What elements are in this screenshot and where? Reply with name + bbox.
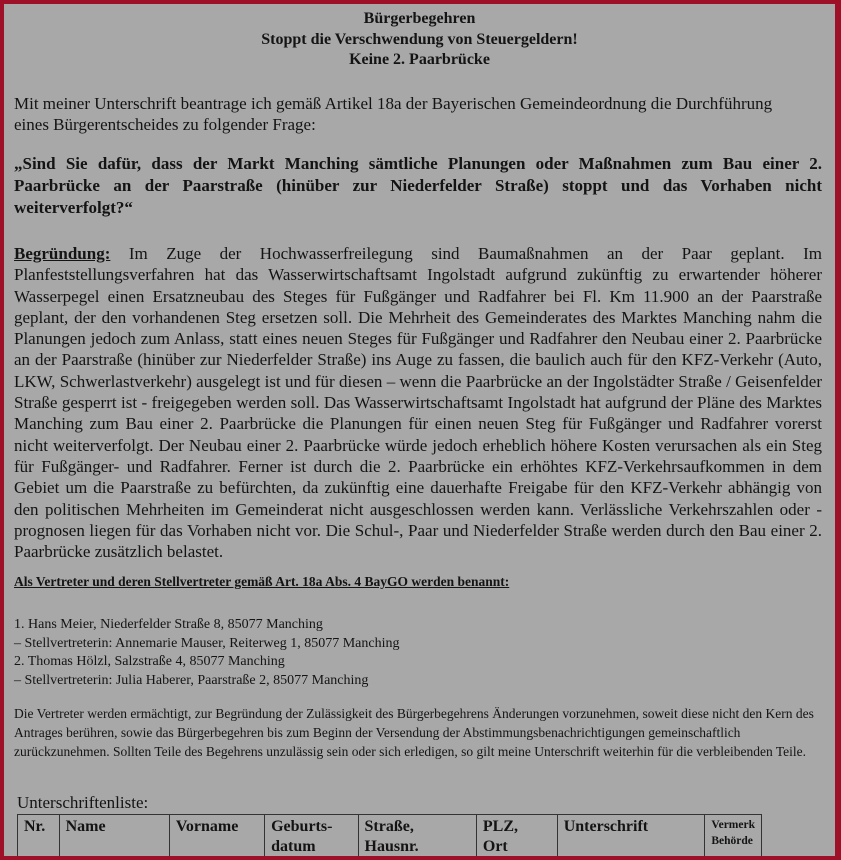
col-vermerk-behoerde: Vermerk Behörde xyxy=(705,815,762,857)
document-subtitle: Stoppt die Verschwendung von Steuergeldern! xyxy=(261,31,578,48)
representatives-heading: Als Vertreter und deren Stellvertreter gemäß Art. 18a Abs. 4 BayGO werden benannt: xyxy=(14,574,510,589)
representative-line: 1. Hans Meier, Niederfelder Straße 8, 85077 Manching xyxy=(14,617,323,632)
justification-text: Im Zuge der Hochwasserfreilegung sind Baumaßnahmen an der Paar geplant. Im Planfeststellungsverfahren hat das Wasserwirtschaftsamt Ingolstadt aufgrund zukünftig zu erwartender höherer Wasserpegel einen Ersatzneubau des Steges für Fußgänger und Radfahrer bei Fl. Km 11.900 an der Paarstraße geplant, der den vorhandenen Steg ersetzen soll. Die Mehrheit des Gemeinderates des Marktes Manching nahm die Planungen jedoch zum Anlass, statt eines neuen Steges für Fußgänger und Radfahrer den Neubau einer 2. Paarbrücke an der Paarstraße (hinüber zur Niederfelder Straße) ins Auge zu fassen, die baulich auch für den KFZ-Verkehr (Auto, LKW, Schwerlastverkehr) ausgelegt ist und für diesen – wenn die Paarbrücke an der Ingolstädter Straße / Geisenfelder Straße gesperrt ist - freigegeben werden soll. Das Wasserwirtschaftsamt Ingolstadt hat aufgrund der Pläne des Marktes Manching zum Bau einer 2. Paarbrücke die Planungen für einen neuen Steg für Fußgänger und Radfahrer vorerst nicht weiterverfolgt. Der Neubau einer 2. Paarbrücke würde jedoch erheblich höhere Kosten verursachen als ein Steg für Fußgänger- und Radfahrer. Ferner ist durch die 2. Paarbrücke ein erhöhtes KFZ-Verkehrsaufkommen in dem Gebiet um die Paarstraße zu befürchten, da zukünftig eine dauerhafte Freigabe für den KFZ-Verkehr abhängig von den politischen Mehrheiten im Gemeinderat nicht ausgeschlossen werden kann. Verlässliche Verkehrszahlen oder -prognosen liegen für das Vorhaben nicht vor. Die Schul-, Paar und Niederfelder Straße werden durch den Bau einer 2. Paarbrücke zusätzlich belastet. xyxy=(14,244,823,562)
document-page xyxy=(4,4,835,856)
document-title: Bürgerbegehren xyxy=(363,10,476,27)
intro-paragraph: Mit meiner Unterschrift beantrage ich gemäß Artikel 18a der Bayerischen Gemeindeordnung die Durchführung eines Bürgerentscheides zu folgender Frage: xyxy=(14,94,773,134)
signature-table-header xyxy=(18,815,762,857)
document-subtitle-2: Keine 2. Paarbrücke xyxy=(349,51,490,68)
authorization-note: Die Vertreter werden ermächtigt, zur Begründung der Zulässigkeit des Bürgerbegehrens Änderungen vorzunehmen, soweit diese nicht den Kern des Antrages berühren, sowie das Bürgerbegehren bis zum Beginn der Versendung der Abstimmungsbenachrichtigungen gemeinschaftlich zurückzunehmen. Sollten Teile des Begehrens unzulässig sein oder sich erledigen, so gilt meine Unterschrift weiterhin für die verbleibenden Teile. xyxy=(14,706,814,759)
col-strasse: Straße, Hausnr. xyxy=(358,815,476,857)
col-vorname: Vorname xyxy=(169,815,264,857)
signature-list-title: Unterschriftenliste: xyxy=(17,793,149,812)
col-nr: Nr. xyxy=(18,815,60,857)
col-geburtsdatum: Geburts- datum xyxy=(265,815,358,857)
representative-line: 2. Thomas Hölzl, Salzstraße 4, 85077 Manching xyxy=(14,654,285,669)
signature-table xyxy=(17,814,762,856)
representatives-list xyxy=(14,616,400,690)
justification-label: Begründung: xyxy=(14,244,111,263)
col-plz-ort: PLZ, Ort xyxy=(476,815,557,857)
representative-line: – Stellvertreterin: Julia Haberer, Paarstraße 2, 85077 Manching xyxy=(14,672,369,688)
justification-paragraph xyxy=(14,243,822,562)
col-name: Name xyxy=(59,815,169,857)
representative-line: – Stellvertreterin: Annemarie Mauser, Reiterweg 1, 85077 Manching xyxy=(14,635,400,651)
referendum-question: „Sind Sie dafür, dass der Markt Manching sämtliche Planungen oder Maßnahmen zum Bau einer 2. Paarbrücke an der Paarstraße (hinüber zur Niederfelder Straße) stoppt und das Vorhaben nicht weiterverfolgt?“ xyxy=(14,154,822,217)
col-unterschrift: Unterschrift xyxy=(557,815,705,857)
